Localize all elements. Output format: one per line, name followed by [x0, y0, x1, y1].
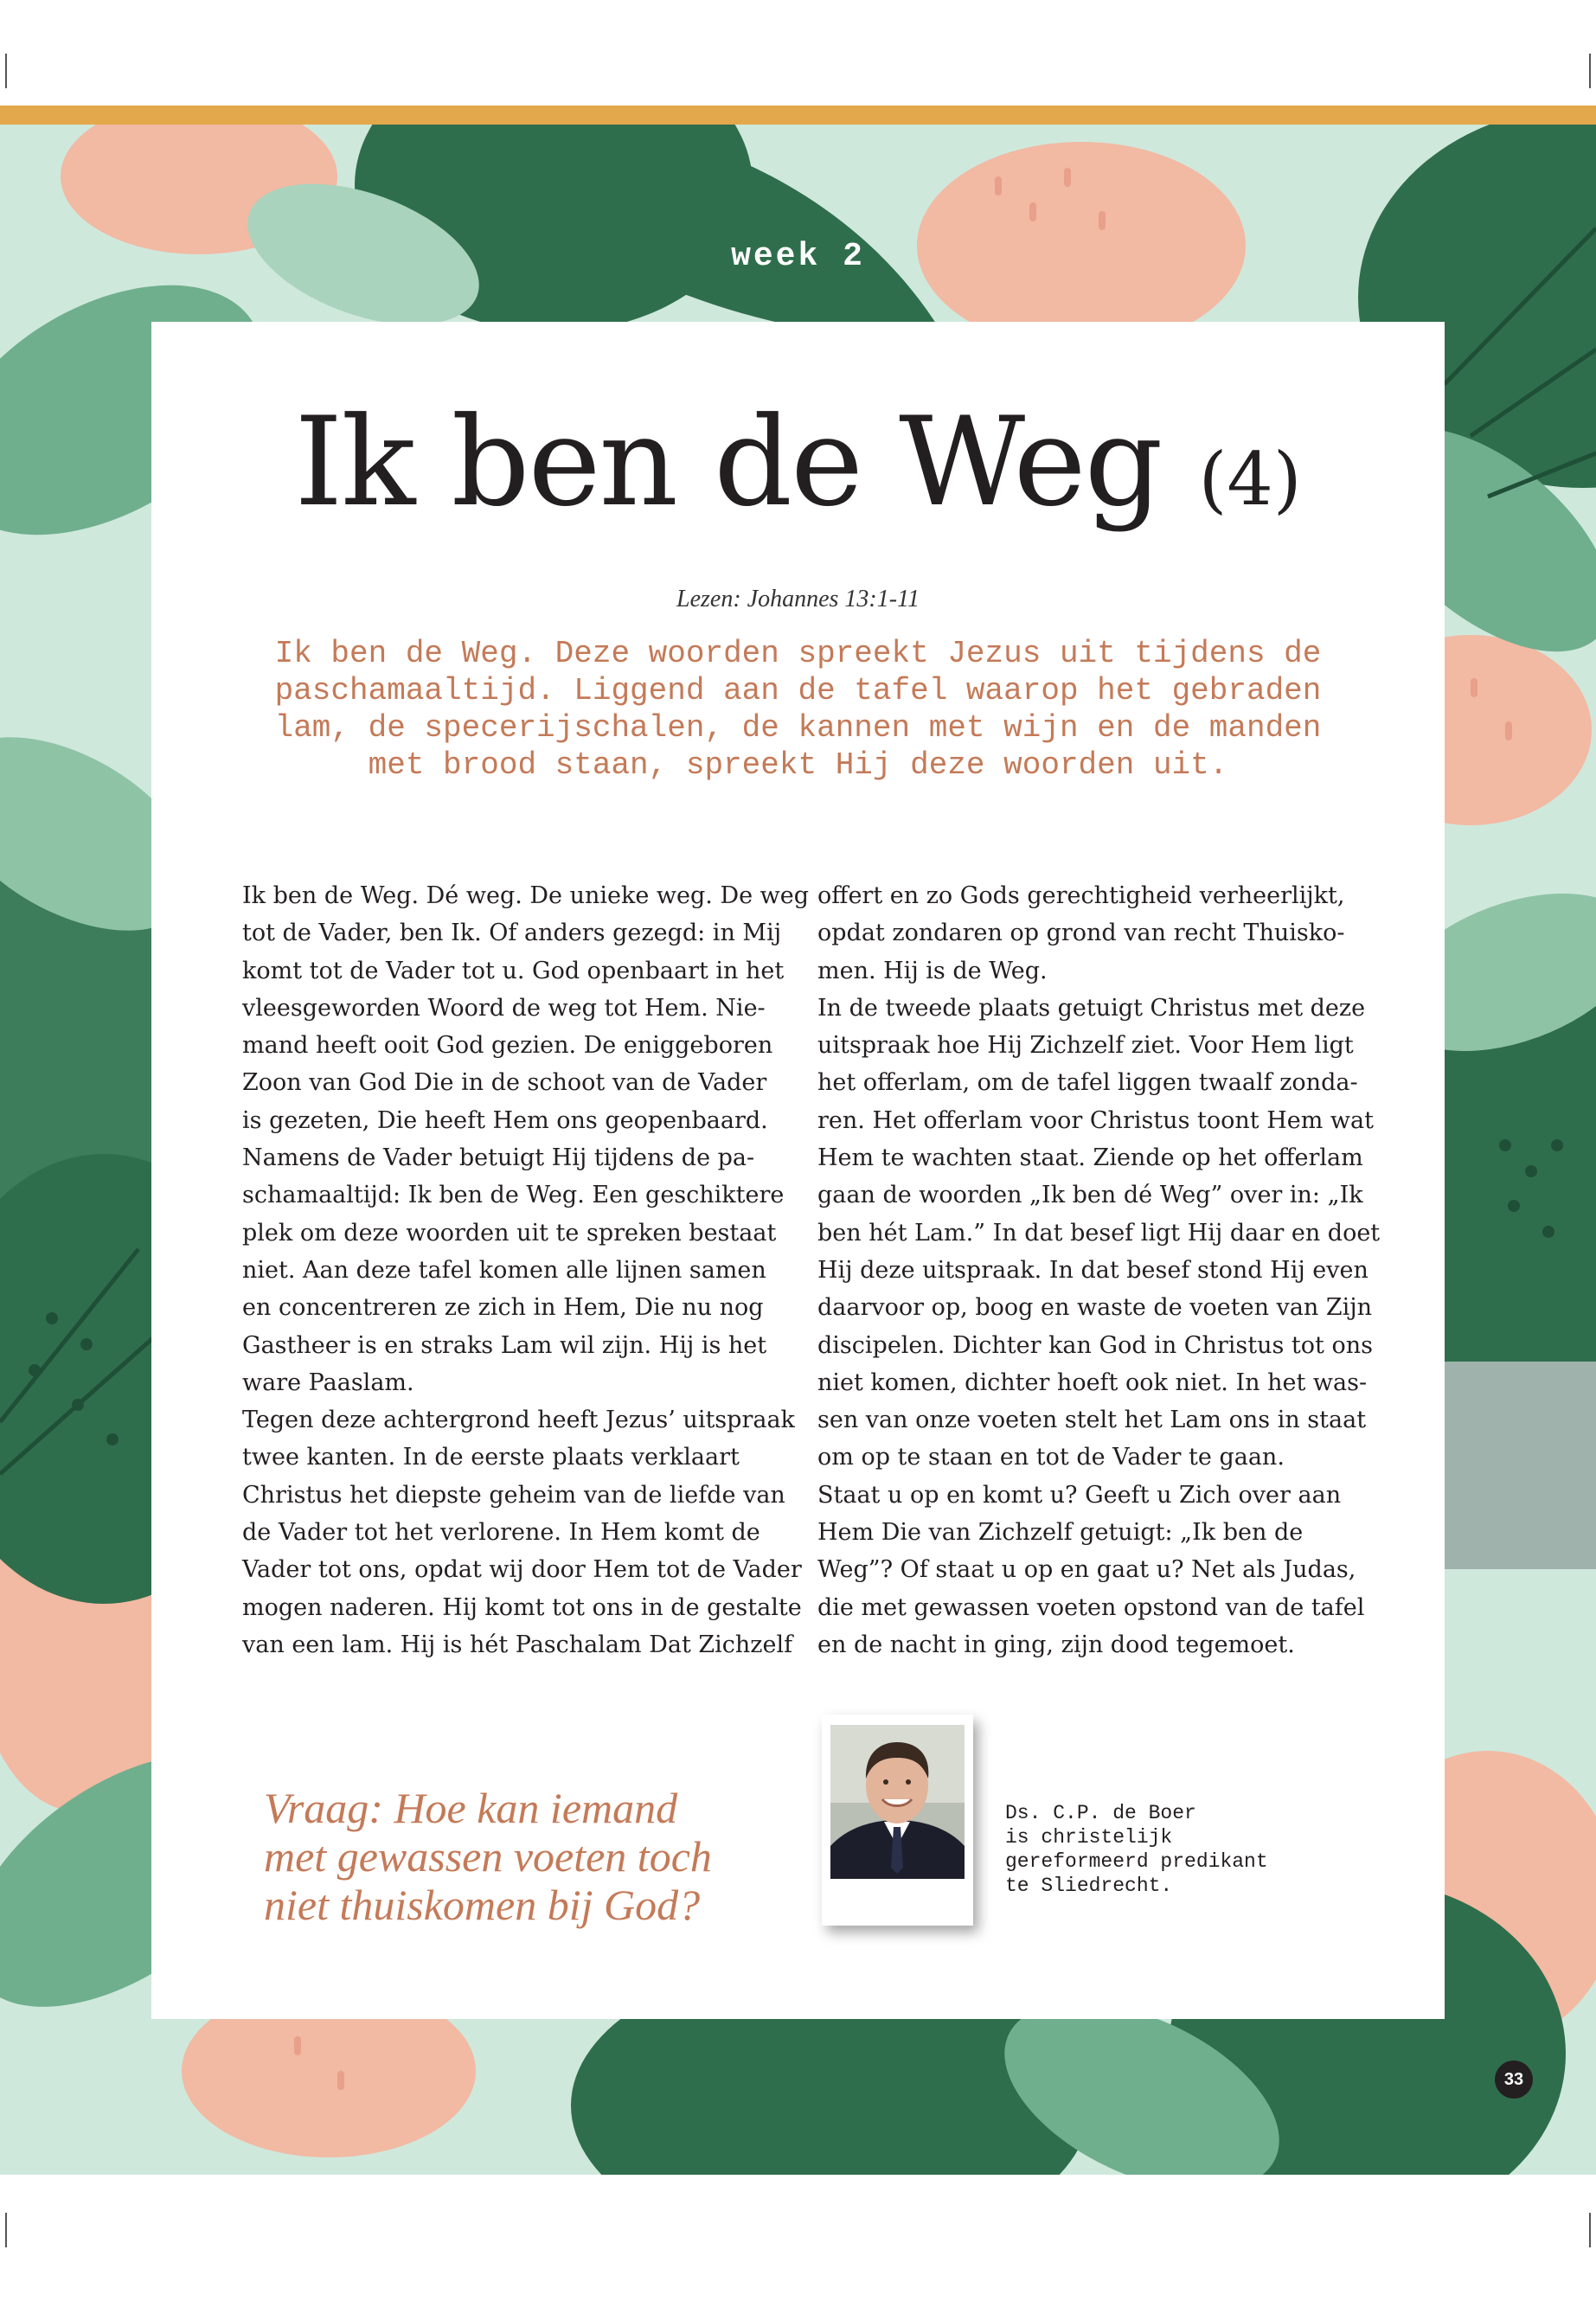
- intro-paragraph: [234, 635, 1362, 784]
- reflection-question: [264, 1784, 783, 1929]
- body-column-left: [242, 877, 810, 1663]
- body-line: men. Hij is de Weg.: [817, 957, 1048, 984]
- body-line: Vader tot ons, opdat wij door Hem tot de Vader: [242, 1556, 802, 1584]
- intro-line: lam, de specerijschalen, de kannen met wijn en de manden: [274, 710, 1322, 746]
- body-line: Gastheer is en straks Lam wil zijn. Hij is het: [242, 1331, 767, 1359]
- question-line: niet thuiskomen bij God?: [264, 1881, 701, 1929]
- body-line: opdat zondaren op grond van recht Thuisko-: [817, 920, 1345, 947]
- body-line: komt tot de Vader tot u. God openbaart in het: [242, 957, 785, 984]
- body-line: ben hét Lam.” In dat besef ligt Hij daar en doet: [817, 1219, 1381, 1247]
- body-line: uitspraak hoe Hij Zichzelf ziet. Voor Hem ligt: [817, 1032, 1354, 1060]
- body-line: gaan de woorden „Ik ben dé Weg” over in: „Ik: [817, 1182, 1363, 1209]
- body-line: de Vader tot het verlorene. In Hem komt de: [242, 1519, 760, 1547]
- title-main: Ik ben de Weg: [294, 391, 1162, 534]
- body-line: en de nacht in ging, zijn dood tegemoet.: [817, 1631, 1295, 1658]
- body-line: het offerlam, om de tafel liggen twaalf zonda-: [817, 1069, 1358, 1097]
- crop-mark-top-left: [5, 54, 7, 88]
- author-line: Ds. C.P. de Boer: [1005, 1802, 1196, 1824]
- author-photo: [822, 1715, 973, 1926]
- body-line: daarvoor op, boog en waste de voeten van Zijn: [817, 1294, 1373, 1322]
- body-line: mand heeft ooit God gezien. De eniggeboren: [242, 1032, 773, 1060]
- intro-line: Ik ben de Weg. Deze woorden spreekt Jezus uit tijdens de: [274, 636, 1322, 671]
- body-line: tot de Vader, ben Ik. Of anders gezegd: in Mij: [242, 920, 782, 947]
- top-accent-bar: [0, 106, 1596, 125]
- body-line: niet komen, dichter hoeft ook niet. In het was-: [817, 1368, 1368, 1396]
- body-line: is gezeten, Die heeft Hem ons geopenbaard.: [242, 1106, 768, 1134]
- portrait-image: [830, 1725, 965, 1879]
- crop-mark-top-right: [1589, 54, 1591, 88]
- body-line: Ik ben de Weg. Dé weg. De unieke weg. De weg: [242, 882, 810, 909]
- body-column-right: [817, 877, 1381, 1663]
- body-line: mogen naderen. Hij komt tot ons in de gestalte: [242, 1593, 802, 1621]
- body-line: vleesgeworden Woord de weg tot Hem. Nie-: [242, 994, 766, 1022]
- author-line: gereformeerd predikant: [1005, 1850, 1268, 1873]
- body-line: plek om deze woorden uit te spreken bestaat: [242, 1219, 777, 1247]
- body-line: ren. Het offerlam voor Christus toont Hem wat: [817, 1106, 1374, 1134]
- body-line: die met gewassen voeten opstond van de tafel: [817, 1593, 1365, 1621]
- body-line: Hem te wachten staat. Ziende op het offerlam: [817, 1144, 1363, 1172]
- reading-reference: Lezen: Johannes 13:1-11: [676, 586, 920, 612]
- body-line: discipelen. Dichter kan God in Christus tot ons: [817, 1331, 1373, 1359]
- intro-line: met brood staan, spreekt Hij deze woorden uit.: [368, 747, 1228, 783]
- body-line: Christus het diepste geheim van de liefde van: [242, 1481, 785, 1509]
- author-bio: [1005, 1801, 1317, 1898]
- intro-line: paschamaaltijd. Liggend aan de tafel waarop het gebraden: [274, 673, 1322, 708]
- question-line: met gewassen voeten toch: [264, 1832, 712, 1881]
- body-line: twee kanten. In de eerste plaats verklaart: [242, 1444, 740, 1471]
- body-line: Hem Die van Zichzelf getuigt: „Ik ben de: [817, 1519, 1304, 1547]
- body-line: Staat u op en komt u? Geeft u Zich over aan: [817, 1481, 1342, 1509]
- week-label: week 2: [731, 238, 865, 275]
- article-title: [151, 391, 1445, 534]
- question-line: Vraag: Hoe kan iemand: [264, 1784, 678, 1832]
- body-line: In de tweede plaats getuigt Christus met deze: [817, 994, 1366, 1022]
- body-line: om op te staan en tot de Vader te gaan.: [817, 1444, 1285, 1471]
- page-number-badge: 33: [1495, 2061, 1533, 2099]
- body-line: niet. Aan deze tafel komen alle lijnen samen: [242, 1256, 766, 1284]
- body-line: sen van onze voeten stelt het Lam ons in staat: [817, 1407, 1367, 1434]
- author-line: te Sliedrecht.: [1005, 1875, 1173, 1897]
- body-line: Hij deze uitspraak. In dat besef stond Hij even: [817, 1256, 1368, 1284]
- crop-mark-bottom-left: [5, 2213, 7, 2247]
- body-line: Tegen deze achtergrond heeft Jezus’ uitspraak: [242, 1407, 795, 1434]
- body-line: ware Paaslam.: [242, 1368, 414, 1396]
- body-line: schamaaltijd: Ik ben de Weg. Een geschiktere: [242, 1182, 785, 1209]
- body-line: van een lam. Hij is hét Paschalam Dat Zichzelf: [242, 1631, 793, 1658]
- body-line: offert en zo Gods gerechtigheid verheerlijkt,: [817, 882, 1345, 909]
- article-card: [151, 322, 1445, 2019]
- body-line: Zoon van God Die in de schoot van de Vader: [242, 1069, 767, 1097]
- crop-mark-bottom-right: [1589, 2213, 1591, 2247]
- body-line: en concentreren ze zich in Hem, Die nu nog: [242, 1294, 764, 1322]
- author-line: is christelijk: [1005, 1826, 1173, 1849]
- body-line: Namens de Vader betuigt Hij tijdens de pa-: [242, 1144, 755, 1172]
- body-line: Weg”? Of staat u op en gaat u? Net als Judas,: [817, 1556, 1356, 1584]
- title-number: (4): [1198, 437, 1302, 522]
